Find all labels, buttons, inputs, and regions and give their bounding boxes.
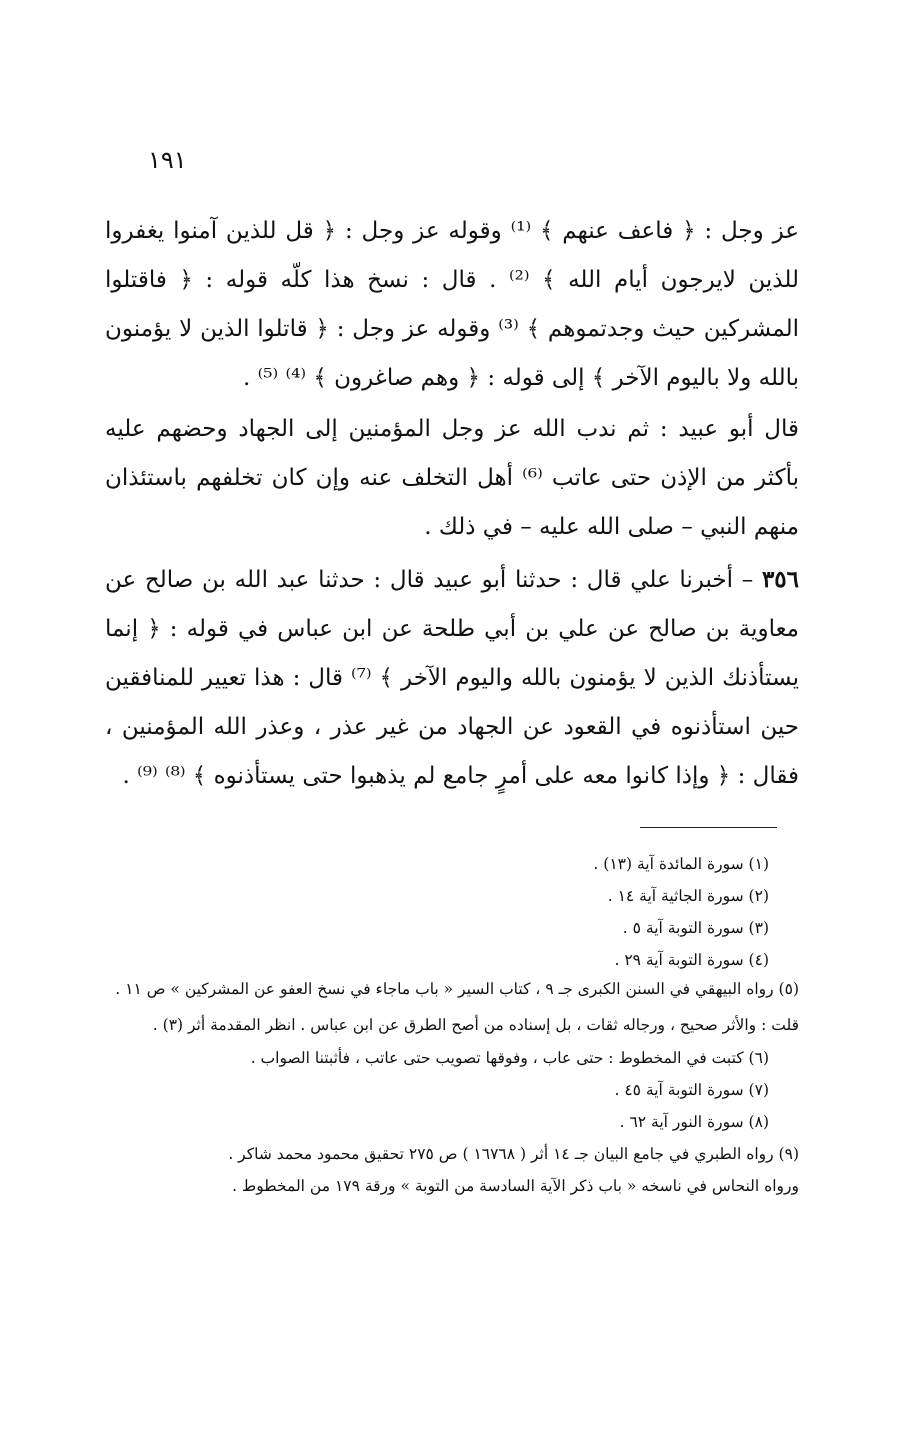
- editor-note: قلت : والأثر صحيح ، ورجاله ثقات ، بل إسناده من أصح الطرق عن ابن عباس . انظر المقدمة أثر (٣) .: [152, 1016, 799, 1034]
- body-paragraph-1: [105, 207, 799, 403]
- footnote-3: (٣) سورة التوبة آية ٥ .: [622, 919, 769, 937]
- body-paragraph-entry: [105, 555, 799, 801]
- footnote-1: (١) سورة المائدة آية (١٣) .: [593, 855, 769, 873]
- footnote-8: (٨) سورة النور آية ٦٢ .: [619, 1113, 769, 1131]
- entry-text: – أخبرنا علي قال : حدثنا أبو عبيد قال : حدثنا عبد الله بن صالح عن معاوية بن صالح عن علي بن أبي طلحة عن ابن عباس في قوله : ﴿ إنما يستأذنك الذين لا يؤمنون بالله واليوم الآخر ﴾ ⁽⁷⁾ قال : هذا تعيير للمنافقين حين استأذنوه في القعود عن الجهاد من غير عذر ، وعذر الله المؤمنين ، فقال : ﴿ وإذا كانوا معه على أمرٍ جامع لم يذهبوا حتى يستأذنوه ﴾ ⁽⁸⁾ ⁽⁹⁾ .: [105, 567, 799, 789]
- entry-paragraph: [105, 555, 799, 801]
- page-number: ١٩١: [148, 146, 187, 174]
- footnote-5: (٥) رواه البيهقي في السنن الكبرى جـ ٩ ، كتاب السير « باب ماجاء في نسخ العفو عن المشركين » ص ١١ .: [115, 980, 799, 998]
- footnote-4: (٤) سورة التوبة آية ٢٩ .: [614, 951, 769, 969]
- footnote-7: (٧) سورة التوبة آية ٤٥ .: [614, 1081, 769, 1099]
- footnote-2: (٢) سورة الجاثية آية ١٤ .: [607, 887, 769, 905]
- entry-number: ٣٥٦: [761, 566, 799, 593]
- footnote-divider: [640, 827, 777, 828]
- paragraph-text: عز وجل : ﴿ فاعف عنهم ﴾ ⁽¹⁾ وقوله عز وجل : ﴿ قل للذين آمنوا يغفروا للذين لايرجون أيام الله ﴾ ⁽²⁾ . قال : نسخ هذا كلّه قوله : ﴿ فاقتلوا المشركين حيث وجدتموهم ﴾ ⁽³⁾ وقوله عز وجل : ﴿ قاتلوا الذين لا يؤمنون بالله ولا باليوم الآخر ﴾ إلى قوله : ﴿ وهم صاغرون ﴾ ⁽⁴⁾ ⁽⁵⁾ .: [105, 218, 800, 391]
- footnote-9: (٩) رواه الطبري في جامع البيان جـ ١٤ أثر ( ١٦٧٦٨ ) ص ٢٧٥ تحقيق محمود محمد شاكر .: [228, 1145, 799, 1163]
- body-paragraph-2: [105, 405, 799, 552]
- footnotes: [105, 848, 799, 1202]
- footnote-9-continued: ورواه النحاس في ناسخه « باب ذكر الآية السادسة من التوبة » ورقة ١٧٩ من المخطوط .: [232, 1177, 799, 1195]
- footnote-6: (٦) كتبت في المخطوط : حتى عاب ، وفوقها تصويب حتى عاتب ، فأثبتنا الصواب .: [250, 1049, 769, 1067]
- paragraph-text: قال أبو عبيد : ثم ندب الله عز وجل المؤمنين إلى الجهاد وحضهم عليه بأكثر من الإذن حتى عاتب ⁽⁶⁾ أهل التخلف عنه وإن كان تخلفهم باستئذان منهم النبي – صلى الله عليه – في ذلك .: [105, 416, 799, 540]
